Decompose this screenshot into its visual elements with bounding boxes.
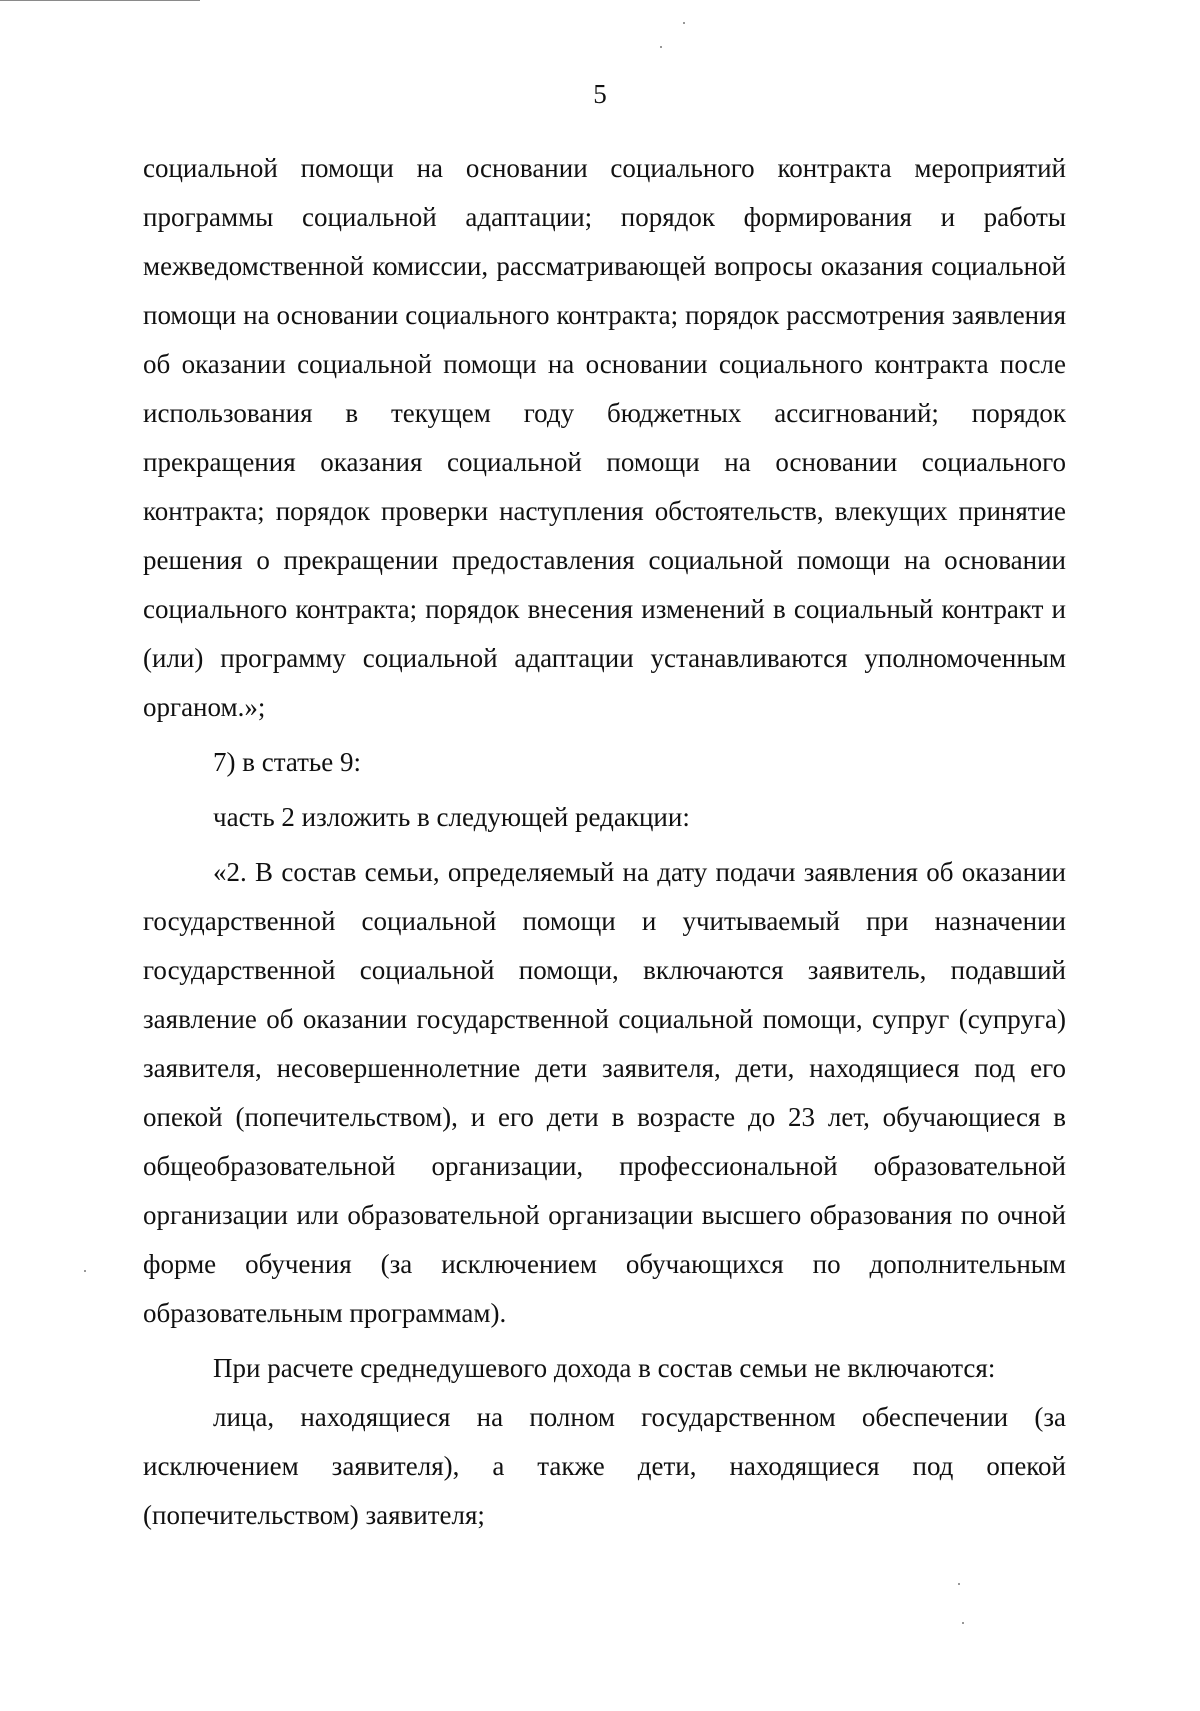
- paragraph-instruction: часть 2 изложить в следующей редакции:: [213, 802, 690, 832]
- scan-speck: [660, 46, 662, 48]
- paragraph-item-7: 7) в статье 9:: [213, 747, 361, 777]
- paragraph-part-2: «2. В состав семьи, определяемый на дату подачи заявления об оказании государственной социальной помощи и учитываемый при назначении государственной социальной помощи, включаются заявитель, подавший заявление об оказании государственной социальной помощи, супруг (супруга) заявителя, несовершеннолетние дети заявителя, дети, находящиеся под его опекой (попечительством), и его дети в возрасте до 23 лет, обучающиеся в общеобразовательной организации, профессиональной образовательной организации или образовательной организации высшего образования по очной форме обучения (за исключением обучающихся по дополнительным образовательным программам).: [143, 857, 1066, 1328]
- paragraph-persons: лица, находящиеся на полном государственном обеспечении (за исключением заявителя), а также дети, находящиеся под опекой (попечительством) заявителя;: [143, 1402, 1066, 1530]
- scan-speck: [683, 22, 685, 24]
- scan-edge-mark: [0, 0, 200, 1]
- scan-speck: [958, 1583, 960, 1585]
- paragraph-income-calc: При расчете среднедушевого дохода в состав семьи не включаются:: [213, 1353, 996, 1383]
- scan-speck: [962, 1622, 964, 1624]
- paragraph-continuation: социальной помощи на основании социального контракта мероприятий программы социальной адаптации; порядок формирования и работы межведомственной комиссии, рассматривающей вопросы оказания социальной помощи на основании социального контракта; порядок рассмотрения заявления об оказании социальной помощи на основании социального контракта после использования в текущем году бюджетных ассигнований; порядок прекращения оказания социальной помощи на основании социального контракта; порядок проверки наступления обстоятельств, влекущих принятие решения о прекращении предоставления социальной помощи на основании социального контракта; порядок внесения изменений в социальный контракт и (или) программу социальной адаптации устанавливаются уполномоченным органом.»;: [143, 153, 1066, 722]
- scan-speck: [84, 1270, 86, 1272]
- page-number: 5: [593, 79, 607, 109]
- document-body: [143, 144, 1066, 1540]
